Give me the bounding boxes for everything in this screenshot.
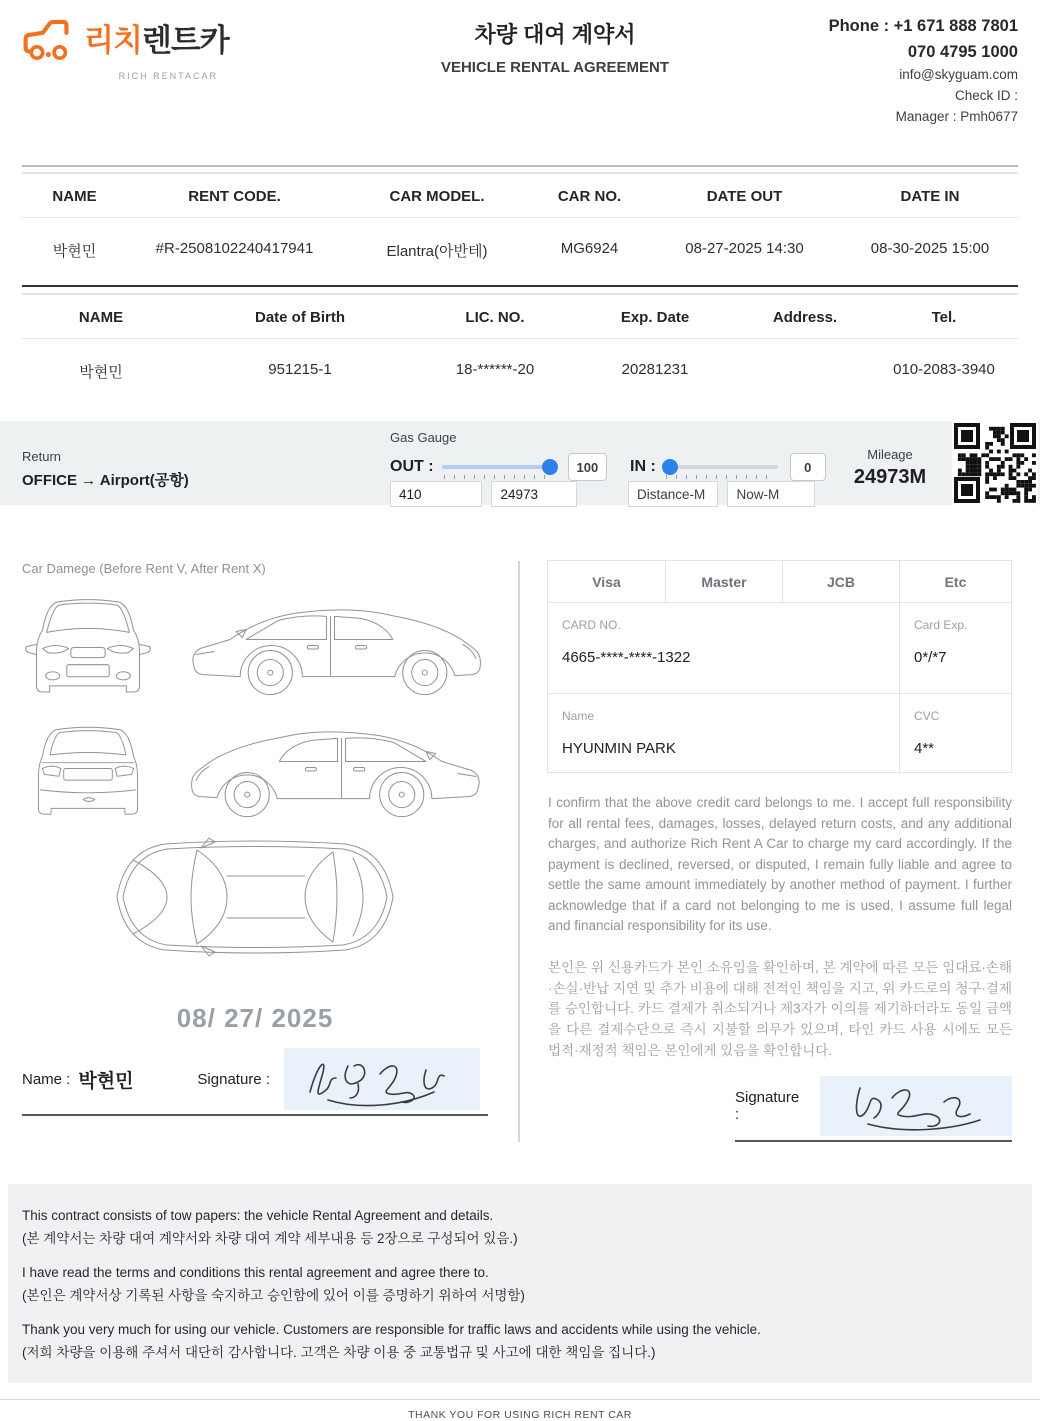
phone-number-2: 070 4795 1000	[907, 42, 1018, 61]
gas-in-label: IN :	[630, 458, 656, 475]
car-number: MG6924	[560, 240, 619, 257]
car-front-view	[22, 592, 172, 698]
column-header: DATE OUT	[647, 174, 842, 218]
cardholder-signature-row	[735, 1076, 1012, 1142]
column-header: Address.	[740, 295, 870, 339]
credit-card-table	[548, 561, 1012, 773]
card-holder-label: Name	[562, 709, 595, 723]
column-header: DATE IN	[842, 174, 1018, 218]
renter-name-value: 박현민	[78, 1070, 134, 1092]
card-type-master[interactable]: Master	[665, 560, 783, 603]
in-mileage-input[interactable]	[727, 481, 815, 507]
signature-label: Signature :	[735, 1089, 800, 1124]
renter-signature-row	[22, 1048, 488, 1116]
term-korean: (저희 차량을 이용해 주셔서 대단히 감사합니다. 고객은 차량 이용 중 교통법규 및 사고에 대한 책임을 집니다.)	[22, 1345, 656, 1361]
rent-code: #R-2508102240417941	[155, 240, 314, 257]
slider-thumb[interactable]	[542, 459, 558, 475]
slider-track	[664, 465, 778, 469]
column-header: Tel.	[870, 295, 1018, 339]
telephone: 010-2083-3940	[893, 361, 995, 378]
column-header: LIC. NO.	[420, 295, 570, 339]
qr-code	[952, 421, 1038, 505]
return-label: Return	[22, 449, 62, 464]
card-type-visa[interactable]: Visa	[547, 560, 666, 603]
column-header: RENT CODE.	[127, 174, 342, 218]
card-number-value: 4665-****-****-1322	[562, 649, 691, 666]
gas-in-slider[interactable]	[664, 457, 778, 477]
license-exp-date: 20281231	[621, 361, 689, 378]
card-cvc-label: CVC	[914, 709, 940, 723]
gas-gauge-label: Gas Gauge	[390, 430, 457, 445]
return-route: OFFICE → Airport(공항)	[22, 472, 189, 489]
date-in: 08-30-2025 15:00	[870, 240, 990, 257]
contact-info	[788, 12, 1018, 128]
car-diagram-row-2	[22, 714, 488, 820]
gas-out-slider[interactable]	[442, 457, 556, 477]
gas-out-label: OUT :	[390, 458, 434, 475]
contract-terms	[8, 1184, 1032, 1382]
confirmation-text-english: I confirm that the above credit card belongs to me. I accept full responsibility for all rental fees, damages, losses, delayed return costs, and any additional charges, and authorize Rich Rent A Car to charge my card accordingly. If the payment is declined, reversed, or disputed, I remain fully liable and agree to settle the same amount immediately by another method of payment. I further acknowledge that if a card not belonging to me is used, I assume full legal and financial responsibility for its use.	[548, 795, 1012, 934]
column-header: NAME	[22, 174, 127, 218]
car-damage-label: Car Damege (Before Rent V, After Rent X)	[22, 561, 266, 576]
card-holder-value: HYUNMIN PARK	[562, 740, 676, 757]
confirmation-text-korean: 본인은 위 신용카드가 본인 소유임을 확인하며, 본 계약에 따른 모든 임대료·손해·손실·반납 지연 및 추가 비용에 대해 전적인 책임을 지고, 위 카드로의 청구·결제를 승인합니다. 카드 결제가 취소되거나 제3자가 이의를 제기하더라도 동일 금액을 다른 결제수단으로 즉시 지불할 의무가 있으며, 타인 카드 사용 시에도 모든 법적·재정적 책임은 본인에게 있음을 확인합니다.	[548, 959, 1012, 1059]
car-top-view	[22, 836, 488, 963]
renter-signature-box[interactable]	[284, 1048, 480, 1110]
column-header: NAME	[22, 295, 180, 339]
renter-name: 박현민	[52, 243, 97, 260]
driver-name: 박현민	[79, 364, 123, 381]
gas-in-value[interactable]: 0	[790, 453, 826, 481]
out-distance-input[interactable]	[390, 481, 482, 507]
page-title-korean: 차량 대여 계약서	[474, 22, 636, 47]
term-korean: (본인은 계약서상 기록된 사항을 숙지하고 승인함에 있어 이를 증명하기 위하여 서명함)	[22, 1287, 525, 1303]
card-type-jcb[interactable]: JCB	[782, 560, 900, 603]
rental-info-table	[22, 165, 1018, 285]
date-of-birth: 951215-1	[268, 361, 332, 378]
slider-ticks	[666, 475, 776, 479]
car-model: Elantra(아반테)	[386, 243, 488, 260]
slider-track	[442, 465, 556, 469]
term-english: Thank you very much for using our vehicle. Customers are responsible for traffic laws and accidents while using the vehicle.	[22, 1322, 761, 1338]
car-side-view-left	[188, 592, 484, 698]
driver-info-table	[22, 285, 1018, 406]
card-number-cell	[547, 602, 900, 694]
card-exp-cell	[899, 602, 1012, 694]
term-english: This contract consists of tow papers: the vehicle Rental Agreement and details.	[22, 1208, 494, 1224]
brand-subtitle: RICH RENTACAR	[118, 71, 218, 81]
footer-thanks: THANK YOU FOR USING RICH RENT CAR	[0, 1399, 1040, 1421]
date-out: 08-27-2025 14:30	[685, 240, 804, 257]
car-logo-icon	[22, 12, 84, 69]
page-title-english: VEHICLE RENTAL AGREEMENT	[440, 59, 670, 76]
mileage-value: 24973M	[853, 466, 927, 488]
term-english: I have read the terms and conditions this rental agreement and agree there to.	[22, 1265, 489, 1281]
card-holder-cell	[547, 693, 900, 773]
card-exp-value: 0*/*7	[914, 649, 947, 666]
slider-thumb[interactable]	[662, 459, 678, 475]
brand-name: 리치렌트카	[84, 23, 229, 58]
out-mileage-input[interactable]	[491, 481, 577, 507]
address	[740, 339, 870, 406]
card-cvc-cell	[899, 693, 1012, 773]
column-header: Exp. Date	[570, 295, 740, 339]
car-side-view-right	[188, 714, 484, 820]
car-rear-view	[22, 718, 172, 820]
card-cvc-value: 4**	[914, 740, 935, 757]
card-number-label: CARD NO.	[562, 618, 621, 632]
name-label: Name :	[22, 1070, 71, 1088]
phone-number-1: Phone : +1 671 888 7801	[828, 17, 1018, 35]
term-korean: (본 계약서는 차량 대여 계약서와 차량 대여 계약 세부내용 등 2장으로 구성되어 있음.)	[22, 1230, 518, 1246]
check-id: Check ID :	[954, 88, 1018, 104]
brand-logo	[22, 12, 322, 81]
gas-out-value[interactable]: 100	[568, 453, 608, 481]
email: info@skyguam.com	[899, 67, 1018, 83]
status-band	[0, 421, 1040, 505]
license-number: 18-******-20	[455, 361, 535, 378]
signature-label: Signature :	[197, 1070, 270, 1088]
column-header: CAR MODEL.	[342, 174, 532, 218]
column-divider	[518, 561, 520, 1142]
column-header: Date of Birth	[180, 295, 420, 339]
card-type-etc[interactable]: Etc	[899, 560, 1012, 603]
slider-ticks	[444, 475, 554, 479]
column-header: CAR NO.	[532, 174, 647, 218]
page-header	[0, 0, 1040, 132]
cardholder-signature-box[interactable]	[820, 1076, 1012, 1136]
in-distance-input[interactable]	[628, 481, 718, 507]
car-diagram-row-1	[22, 592, 488, 698]
manager: Manager : Pmh0677	[895, 108, 1018, 124]
mileage-label: Mileage	[867, 447, 913, 462]
card-exp-label: Card Exp.	[914, 618, 968, 632]
contract-date: 08/ 27/ 2025	[176, 1003, 334, 1033]
